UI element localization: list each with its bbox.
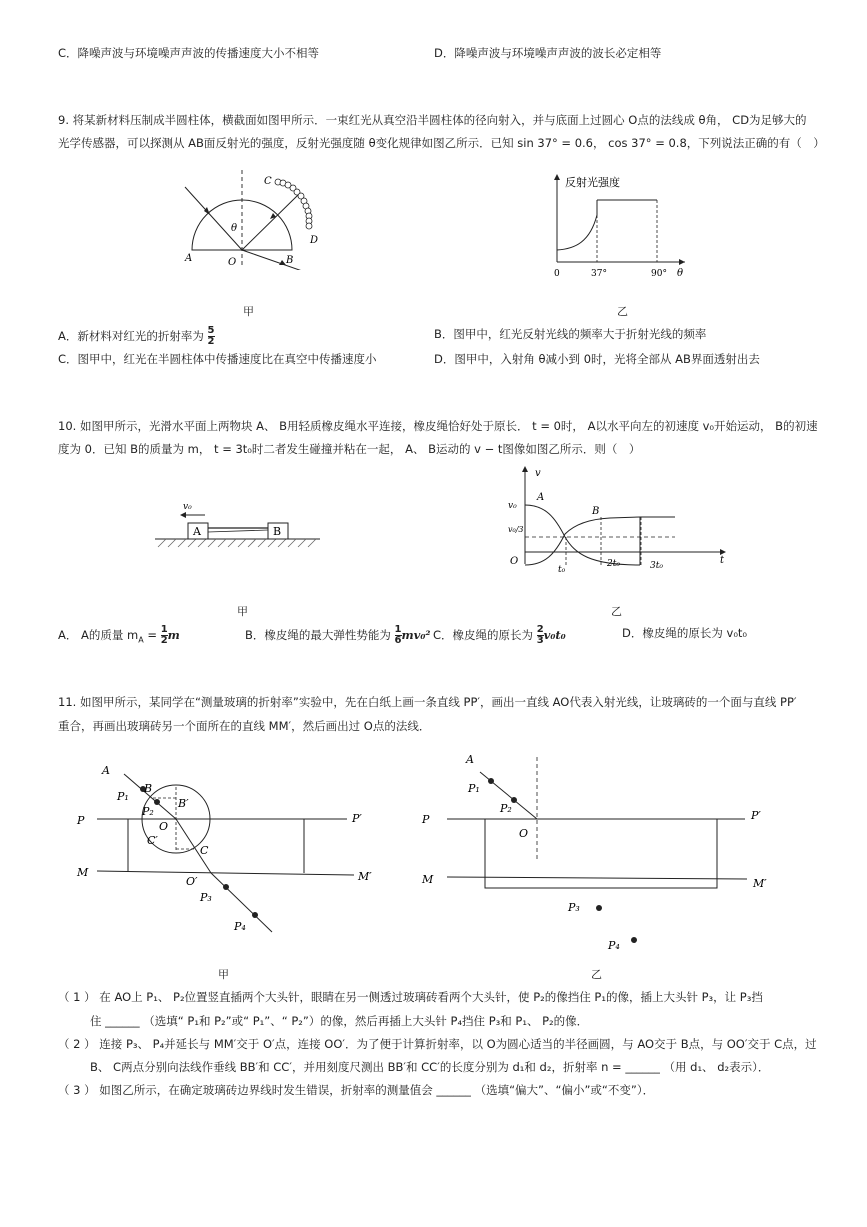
fraction-denominator: 6 <box>394 635 402 646</box>
q11-part2-line1: （ 2 ） 连接 P₃、 P₄并延长与 MM′交于 O′点，连接 OO′．为了便于计算折射率，以 O为圆心适当的半径画圆，与 AO交于 B点，与 OO′交于 C点，过 <box>58 1037 817 1051</box>
series-a-label: A <box>537 492 545 503</box>
q9-option-a-fraction <box>208 326 215 347</box>
q10-stem-line1: 10. 如图甲所示，光滑水平面上两物块 A、 B用轻质橡皮绳水平连接，橡皮绳恰好处于原长． t = 0时， A以水平向左的初速度 v₀开始运动， B的初速 <box>58 419 818 433</box>
q9-option-a-text: A．新材料对红光的折射率为 <box>58 329 204 343</box>
q10-option-d: D．橡皮绳的原长为 v₀t₀ <box>622 626 748 640</box>
q9-stem-line1: 9. 将某新材料压制成半圆柱体，横截面如图甲所示．一束红光从真空沿半圆柱体的径向射入，并与底面上过圆心 O点的法线成 θ角， CD为足够大的 <box>58 113 807 127</box>
q11-caption-right: 乙 <box>591 968 602 981</box>
xtick-t0: t₀ <box>558 565 566 575</box>
equals: = <box>143 628 161 642</box>
label-c-prime: C′ <box>147 834 158 847</box>
label-o-prime: O′ <box>186 875 198 888</box>
q10-option-b-text: B．橡皮绳的最大弹性势能为 <box>245 628 391 642</box>
q9-option-a <box>58 326 215 347</box>
label-p4: P₄ <box>608 939 620 952</box>
y-axis-label: 反射光强度 <box>565 176 620 189</box>
label-p3: P₃ <box>568 901 580 914</box>
q10-option-c-text: C．橡皮绳的原长为 <box>433 628 534 642</box>
q10-option-a <box>58 625 180 648</box>
label-p4: P₄ <box>234 920 246 933</box>
label-p2: P₂ <box>500 802 512 815</box>
label-p: P <box>77 814 85 827</box>
block-a-label: A <box>193 525 201 538</box>
q11-caption-left: 甲 <box>218 968 229 981</box>
xtick-2t0: 2t₀ <box>607 559 620 569</box>
q11-part1-line1: （ 1 ） 在 AO上 P₁、 P₂位置竖直插两个大头针，眼睛在另一侧透过玻璃砖看两个大头针，使 P₂的像挡住 P₁的像，插上大头针 P₃，让 P₃挡 <box>58 990 763 1004</box>
q11-part1-line2: 住 ______ （选填“ P₁和 P₂”或“ P₁”、“ P₂”）的像，然后再插上大头针 P₄挡住 P₃和 P₁、 P₂的像． <box>90 1014 589 1028</box>
label-p1: P₁ <box>468 782 480 795</box>
q10-option-c <box>433 625 566 646</box>
ytick-v0-over-3: v₀/3 <box>508 525 524 534</box>
label-p1: P₁ <box>117 790 129 803</box>
series-b-label: B <box>592 506 600 517</box>
fraction-numerator: 1 <box>394 624 402 635</box>
q10-option-b <box>245 625 430 646</box>
line-mm <box>447 877 747 879</box>
label-m: M <box>77 866 89 879</box>
label-c: C <box>264 176 272 187</box>
fraction-numerator: 5 <box>207 325 215 336</box>
q9-figure-semicircle <box>180 165 330 270</box>
series-b-curve <box>525 517 640 565</box>
series-a-curve <box>525 505 640 565</box>
label-p-prime: P′ <box>352 812 362 825</box>
label-p3: P₃ <box>200 891 212 904</box>
block-b-label: B <box>273 525 282 538</box>
label-m-prime: M′ <box>358 870 372 883</box>
q11-figure-left <box>72 752 392 947</box>
q11-stem-line1: 11. 如图甲所示，某同学在“测量玻璃的折射率”实验中，先在白纸上画一条直线 PP′，画出一直线 AO代表入射光线，让玻璃砖的一个面与直线 PP′ <box>58 695 797 709</box>
label-a: A <box>185 253 193 264</box>
line-mm <box>97 871 354 875</box>
q8-option-d: D．降噪声波与环境噪声声波的波长必定相等 <box>434 46 662 60</box>
label-c: C <box>200 844 209 857</box>
fraction-numerator: 2 <box>536 624 544 635</box>
ytick-origin: O <box>510 556 519 567</box>
ytick-v0: v₀ <box>508 501 517 511</box>
q10-option-c-fraction <box>537 625 544 646</box>
q10-option-a-text: A． A的质量 m <box>58 628 139 642</box>
v0-label: v₀ <box>183 502 192 512</box>
q11-figure-right <box>415 747 775 957</box>
x-axis-label: θ <box>677 268 684 279</box>
label-a: A <box>102 764 110 777</box>
q9-figure-chart <box>535 170 695 282</box>
q10-option-a-fraction <box>161 625 168 646</box>
energy-expression: mv₀² <box>401 628 431 642</box>
label-p-prime: P′ <box>751 809 761 822</box>
label-o: O <box>228 257 237 268</box>
label-theta: θ <box>231 223 238 234</box>
xtick-3t0: 3t₀ <box>650 561 663 571</box>
q8-option-c: C．降噪声波与环境噪声声波的传播速度大小不相等 <box>58 46 320 60</box>
label-p: P <box>422 813 430 826</box>
label-b: B <box>144 782 153 795</box>
q10-figure-blocks <box>150 495 330 555</box>
length-expression: v₀t₀ <box>543 628 566 642</box>
q9-option-d: D．图甲中，入射角 θ减小到 0时，光将全部从 AB界面透射出去 <box>434 352 760 366</box>
fraction-numerator: 1 <box>160 624 168 635</box>
xtick-0: 0 <box>554 269 560 279</box>
q10-caption-left: 甲 <box>237 605 248 618</box>
xtick-37: 37° <box>591 269 607 279</box>
q10-option-b-fraction <box>395 625 402 646</box>
y-axis-label: v <box>535 468 541 479</box>
q10-caption-right: 乙 <box>611 605 622 618</box>
label-m-prime: M′ <box>753 877 767 890</box>
mass-symbol: m <box>167 628 180 642</box>
curve-rising <box>557 215 597 250</box>
label-m: M <box>422 873 434 886</box>
label-a: A <box>466 753 474 766</box>
label-p2: P₂ <box>142 805 154 818</box>
q9-caption-left: 甲 <box>243 305 254 318</box>
q9-option-b: B．图甲中，红光反射光线的频率大于折射光线的频率 <box>434 327 707 341</box>
q11-part3: （ 3 ） 如图乙所示，在确定玻璃砖边界线时发生错误，折射率的测量值会 ______ （选填“偏大”、“偏小”或“不变”）． <box>58 1083 655 1097</box>
label-d: D <box>310 235 319 246</box>
fraction-denominator: 2 <box>207 336 215 347</box>
label-o: O <box>159 820 169 833</box>
fraction-denominator: 3 <box>536 635 544 646</box>
label-b: B <box>286 255 294 266</box>
subscript: A <box>138 635 144 645</box>
label-b-prime: B′ <box>178 797 189 810</box>
x-axis-label: t <box>720 555 725 566</box>
q11-stem-line2: 重合，再画出玻璃砖另一个面所在的直线 MM′，然后画出过 O点的法线． <box>58 719 431 733</box>
velocity-arrow <box>180 512 186 518</box>
fraction-denominator: 2 <box>160 635 168 646</box>
q9-option-c: C．图甲中，红光在半圆柱体中传播速度比在真空中传播速度小 <box>58 352 377 366</box>
xtick-90: 90° <box>651 269 667 279</box>
q11-part2-line2: B、 C两点分别向法线作垂线 BB′和 CC′，并用刻度尺测出 BB′和 CC′的长度分别为 d₁和 d₂，折射率 n = ______ （用 d₁、 d₂表示）． <box>90 1060 770 1074</box>
q10-figure-vt <box>500 462 735 577</box>
q10-stem-line2: 度为 0．已知 B的质量为 m， t = 3t₀时二者发生碰撞并粘在一起， A、 B运动的 v − t图像如图乙所示．则（ ） <box>58 442 641 456</box>
label-o: O <box>519 827 529 840</box>
q9-caption-right: 乙 <box>617 305 628 318</box>
q9-stem-line2: 光学传感器，可以探测从 AB面反射光的强度，反射光强度随 θ变化规律如图乙所示．已知 sin 37° = 0.6， cos 37° = 0.8，下列说法正确的有（ ） <box>58 136 825 150</box>
